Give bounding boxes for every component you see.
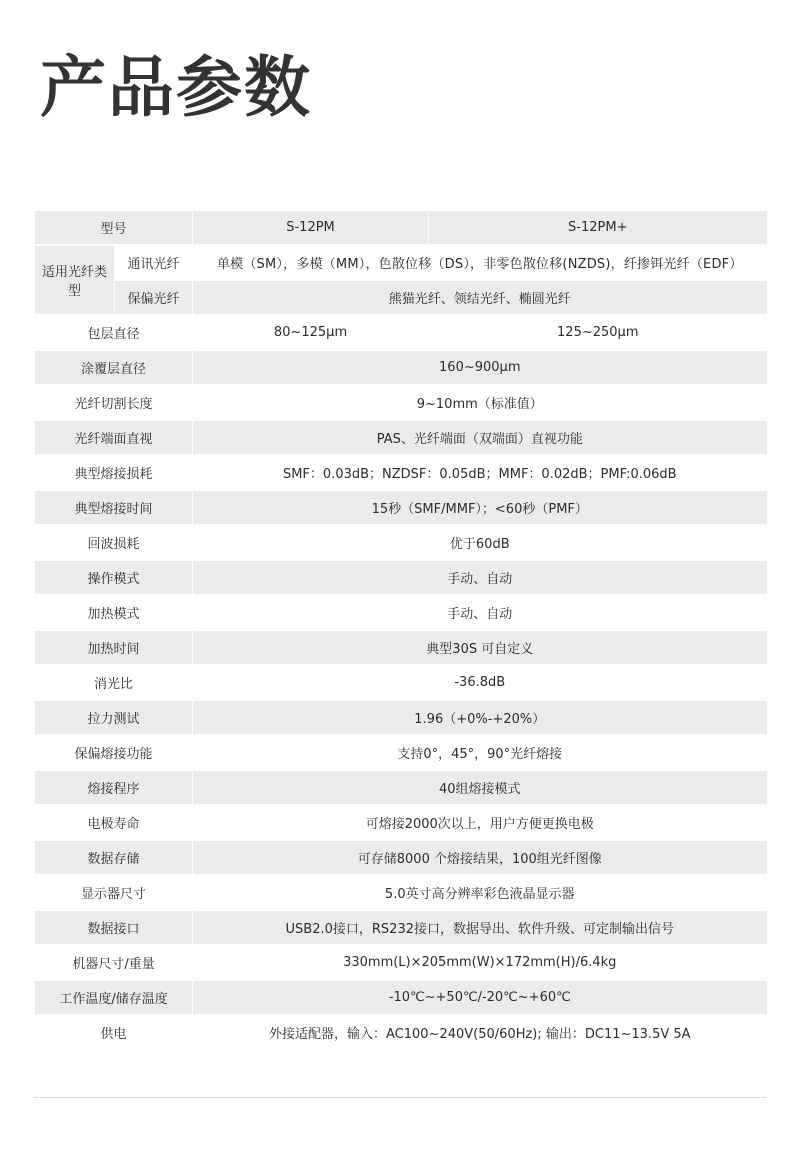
row-value: PAS、光纤端面（双端面）直视功能 [193,420,767,455]
row-label: 典型熔接损耗 [35,455,193,490]
table-row [35,665,767,700]
table-header-row [35,210,767,245]
table-row [35,630,767,665]
spec-table [34,209,767,1051]
fiber-sub-label: 通讯光纤 [115,245,193,280]
row-value: 优于60dB [193,525,767,560]
row-value: 外接适配器，输入：AC100~240V(50/60Hz); 输出：DC11~13.5V 5A [193,1015,767,1050]
table-row [35,945,767,980]
table-row [35,315,767,350]
row-value: -36.8dB [193,665,767,700]
row-label: 拉力测试 [35,700,193,735]
table-row [35,805,767,840]
row-value: SMF：0.03dB；NZDSF：0.05dB；MMF：0.02dB；PMF:0.06dB [193,455,767,490]
cladding-value-a: 80~125μm [193,315,429,350]
table-row [35,840,767,875]
fiber-sub-value: 单模（SM），多模（MM），色散位移（DS），非零色散位移(NZDS)，纤掺铒光纤（EDF） [193,245,767,280]
table-row [35,245,767,280]
row-label: 光纤切割长度 [35,385,193,420]
row-value: 可存储8000 个熔接结果，100组光纤图像 [193,840,767,875]
row-value: USB2.0接口，RS232接口，数据导出、软件升级、可定制输出信号 [193,910,767,945]
row-label: 包层直径 [35,315,193,350]
table-row [35,595,767,630]
row-value: 手动、自动 [193,560,767,595]
row-value: 40组熔接模式 [193,770,767,805]
row-value: 330mm(L)×205mm(W)×172mm(H)/6.4kg [193,945,767,980]
table-row [35,1015,767,1050]
table-row [35,770,767,805]
cladding-value-b: 125~250μm [429,315,767,350]
table-row [35,560,767,595]
table-row [35,980,767,1015]
row-value: 手动、自动 [193,595,767,630]
row-value: 9~10mm（标准值） [193,385,767,420]
row-label: 电极寿命 [35,805,193,840]
row-value: -10℃~+50℃/-20℃~+60℃ [193,980,767,1015]
row-label: 保偏熔接功能 [35,735,193,770]
fiber-sub-value: 熊猫光纤、领结光纤、椭圆光纤 [193,280,767,315]
row-label: 加热模式 [35,595,193,630]
model-a: S-12PM [193,210,429,245]
row-label: 工作温度/储存温度 [35,980,193,1015]
table-row [35,350,767,385]
row-label: 回波损耗 [35,525,193,560]
fiber-sub-label: 保偏光纤 [115,280,193,315]
table-row [35,385,767,420]
table-row [35,490,767,525]
row-value: 5.0英寸高分辨率彩色液晶显示器 [193,875,767,910]
row-label: 熔接程序 [35,770,193,805]
row-label: 数据接口 [35,910,193,945]
row-value: 支持0°，45°，90°光纤熔接 [193,735,767,770]
row-label: 涂覆层直径 [35,350,193,385]
row-value: 可熔接2000次以上，用户方便更换电极 [193,805,767,840]
row-label: 加热时间 [35,630,193,665]
row-label: 供电 [35,1015,193,1050]
table-row [35,700,767,735]
table-row [35,525,767,560]
row-label: 数据存储 [35,840,193,875]
row-label: 显示器尺寸 [35,875,193,910]
table-row [35,455,767,490]
fiber-type-label: 适用光纤类型 [35,245,115,315]
row-value: 15秒（SMF/MMF）；<60秒（PMF） [193,490,767,525]
table-row [35,420,767,455]
row-value: 1.96（+0%-+20%） [193,700,767,735]
model-label: 型号 [35,210,193,245]
row-label: 操作模式 [35,560,193,595]
row-value: 典型30S 可自定义 [193,630,767,665]
table-row [35,735,767,770]
table-row [35,280,767,315]
row-label: 典型熔接时间 [35,490,193,525]
table-row [35,875,767,910]
model-b: S-12PM+ [429,210,767,245]
row-label: 机器尺寸/重量 [35,945,193,980]
row-value: 160~900μm [193,350,767,385]
table-bottom-divider [34,1097,766,1098]
row-label: 消光比 [35,665,193,700]
row-label: 光纤端面直视 [35,420,193,455]
page-title: 产品参数 [40,49,312,126]
table-row [35,910,767,945]
